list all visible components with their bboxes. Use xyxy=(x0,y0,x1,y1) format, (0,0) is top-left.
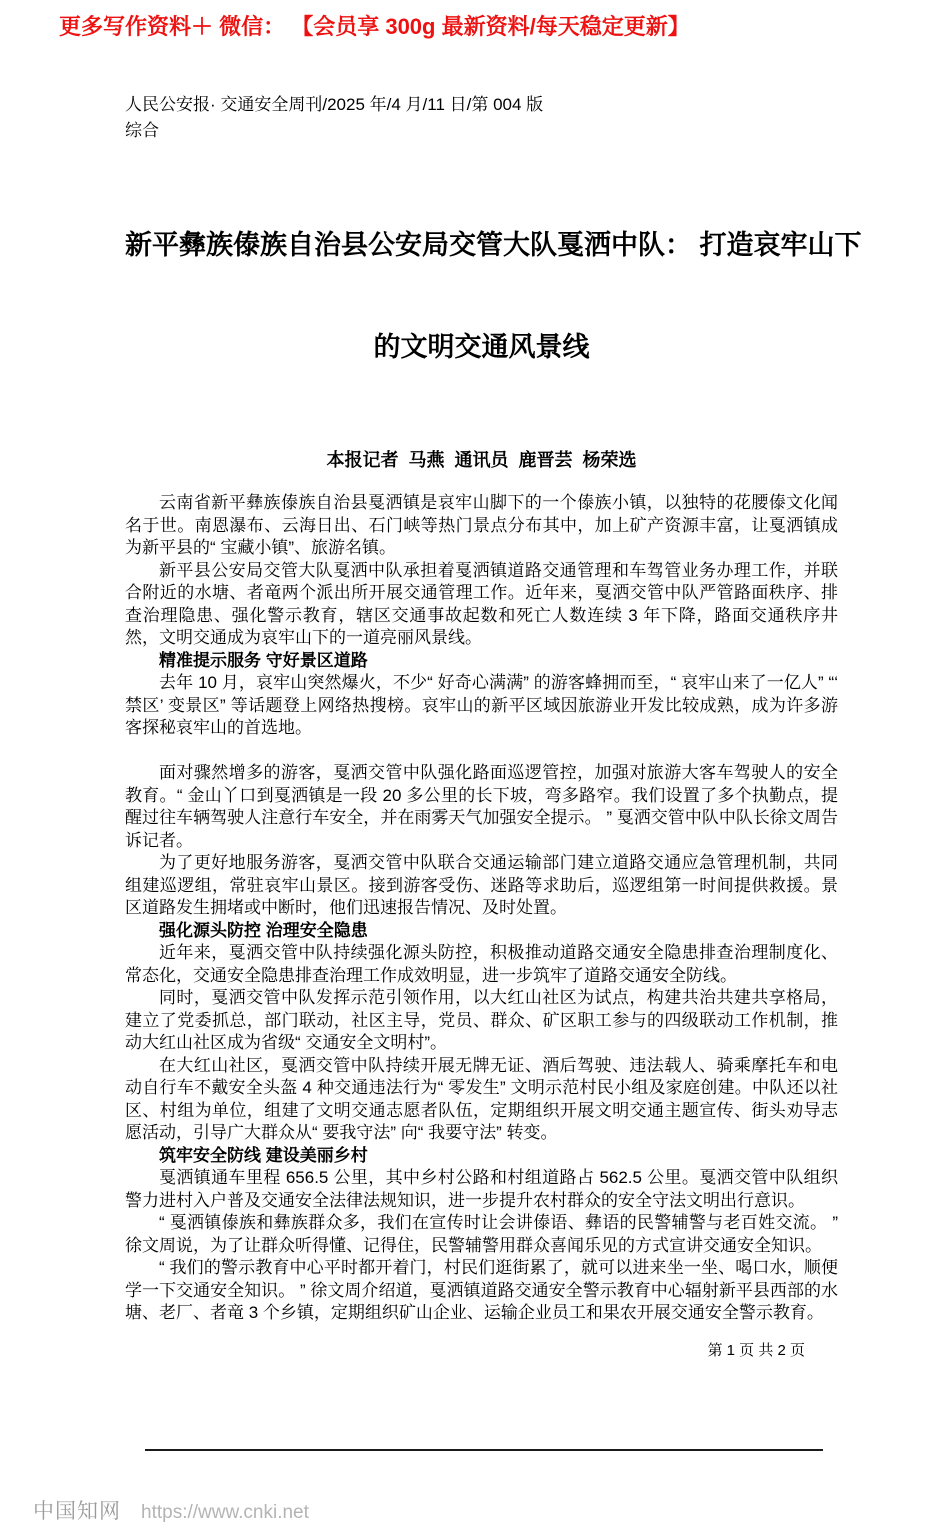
body-paragraph: 同时，戛洒交管中队发挥示范引领作用，以大红山社区为试点，构建共治共建共享格局，建立了党委抓总，部门联动，社区主导，党员、群众、矿区职工参与的四级联动工作机制，推动大红山社区成为省级“ 交通安全文明村”。 xyxy=(125,988,838,1052)
divider-line xyxy=(145,1449,823,1451)
body-paragraph: 在大红山社区，戛洒交管中队持续开展无牌无证、酒后驾驶、违法载人、骑乘摩托车和电动自行车不戴安全头盔 4 种交通违法行为“ 零发生” 文明示范村民小组及家庭创建。中队还以社区、村组为单位，组建了文明交通志愿者队伍，定期组织开展文明交通主题宣传、街头劝导志愿活动，引导广大群众从“ 要我守法” 向“ 我要守法” 转变。 xyxy=(125,1055,838,1142)
paragraph-spacer xyxy=(125,740,838,763)
section-heading: 强化源头防控 治理安全隐患 xyxy=(159,920,368,940)
article-title xyxy=(125,160,862,432)
publication-section-label: 综合 xyxy=(125,121,159,140)
article-title-line2: 的文明交通风景线 xyxy=(373,332,590,362)
article-byline: 本报记者 马燕 通讯员 鹿晋芸 杨荣选 xyxy=(326,450,637,470)
body-paragraph: 去年 10 月，哀牢山突然爆火，不少“ 好奇心满满” 的游客蜂拥而至，“ 哀牢山来了一亿人” “‘ 禁区’ 变景区” 等话题登上网络热搜榜。哀牢山的新平区域因旅游业开发比较成熟，成为许多游客探秘哀牢山的首选地。 xyxy=(125,673,843,737)
cnki-watermark xyxy=(33,1495,950,1525)
body-paragraph: 新平县公安局交管大队戛洒中队承担着戛洒镇道路交通管理和车驾管业务办理工作，并联合附近的水塘、者竜两个派出所开展交通管理工作。近年来，戛洒交管中队严管路面秩序、排查治理隐患、强化警示教育，辖区交通事故起数和死亡人数连续 3 年下降，路面交通秩序井然，文明交通成为哀牢山下的一道亮丽风景线。 xyxy=(125,560,838,647)
section-heading: 筑牢安全防线 建设美丽乡村 xyxy=(159,1145,368,1165)
page-content xyxy=(125,92,862,1451)
page-indicator: 第 1 页 共 2 页 xyxy=(707,1341,805,1359)
publication-source-line: 人民公安报· 交通安全周刊/2025 年/4 月/11 日/第 004 版 xyxy=(125,95,544,114)
article-title-line1: 新平彝族傣族自治县公安局交管大队戛洒中队： 打造哀牢山下 xyxy=(125,230,862,260)
section-heading: 精准提示服务 守好景区道路 xyxy=(159,650,368,670)
cnki-url-text: https://www.cnki.net xyxy=(141,1501,309,1523)
body-paragraph: “ 我们的警示教育中心平时都开着门，村民们逛街累了，就可以进来坐一坐、喝口水，顺便学一下交通安全知识。 ” 徐文周介绍道，戛洒镇道路交通安全警示教育中心辐射新平县西部的水塘、老厂、者竜 3 个乡镇，定期组织矿山企业、运输企业员工和果农开展交通安全警示教育。 xyxy=(125,1258,838,1322)
body-paragraph: 为了更好地服务游客，戛洒交管中队联合交通运输部门建立道路交通应急管理机制，共同组建巡逻组，常驻哀牢山景区。接到游客受伤、迷路等求助后，巡逻组第一时间提供救援。景区道路发生拥堵或中断时，他们迅速报告情况、及时处置。 xyxy=(125,853,838,917)
body-paragraph: 面对骤然增多的游客，戛洒交管中队强化路面巡逻管控，加强对旅游大客车驾驶人的安全教育。“ 金山丫口到戛洒镇是一段 20 多公里的长下坡，弯多路窄。我们设置了多个执勤点，提醒过往车辆驾驶人注意行车安全，并在雨雾天气加强安全提示。 ” 戛洒交管中队中队长徐文周告诉记者。 xyxy=(125,763,838,850)
publication-info xyxy=(125,92,838,144)
body-paragraph: 近年来，戛洒交管中队持续强化源头防控，积极推动道路交通安全隐患排查治理制度化、常态化，交通安全隐患排查治理工作成效明显，进一步筑牢了道路交通安全防线。 xyxy=(125,943,838,985)
body-paragraph: 戛洒镇通车里程 656.5 公里，其中乡村公路和村组道路占 562.5 公里。戛洒交管中队组织警力进村入户普及交通安全法律法规知识，进一步提升农村群众的安全守法文明出行意识。 xyxy=(125,1168,838,1210)
article-body xyxy=(125,492,843,1325)
promo-banner-text: 更多写作资料＋ 微信： 【会员享 300g 最新资料/每天稳定更新】 xyxy=(59,14,690,39)
cnki-logo-text: 中国知网 xyxy=(33,1499,121,1523)
body-paragraph: 云南省新平彝族傣族自治县戛洒镇是哀牢山脚下的一个傣族小镇，以独特的花腰傣文化闻名于世。南恩瀑布、云海日出、石门峡等热门景点分布其中，加上矿产资源丰富，让戛洒镇成为新平县的“ 宝藏小镇”、旅游名镇。 xyxy=(125,493,838,557)
body-paragraph: “ 戛洒镇傣族和彝族群众多，我们在宣传时让会讲傣语、彝语的民警辅警与老百姓交流。 ” 徐文周说，为了让群众听得懂、记得住，民警辅警用群众喜闻乐见的方式宣讲交通安全知识。 xyxy=(125,1213,843,1255)
